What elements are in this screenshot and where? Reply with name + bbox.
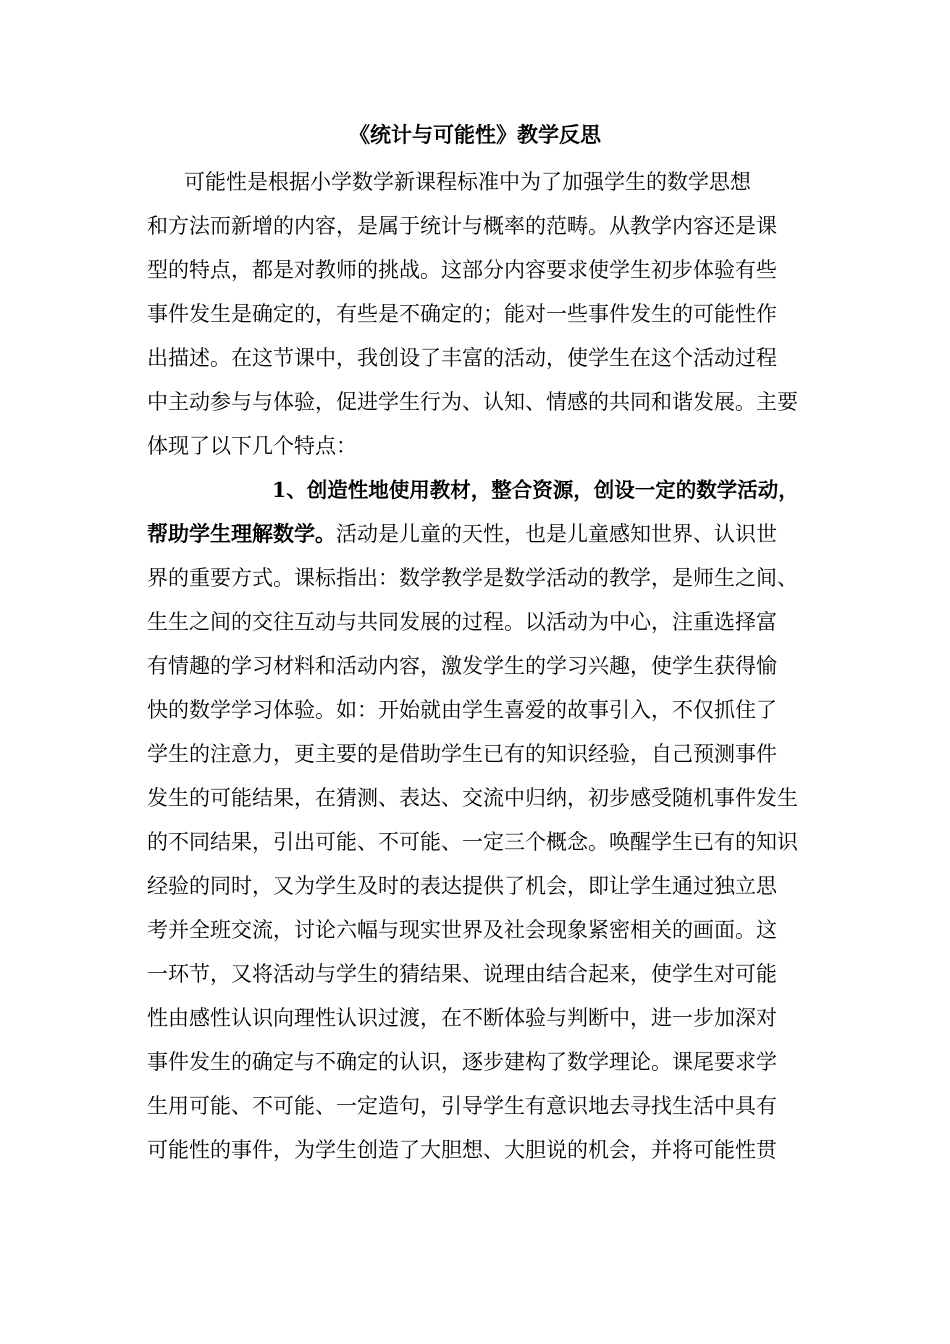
paragraph-line: 发生的可能结果，在猜测、表达、交流中归纳，初步感受随机事件发生 [147, 786, 798, 810]
paragraph-line: 界的重要方式。课标指出：数学教学是数学活动的教学，是师生之间、 [147, 566, 798, 590]
paragraph-line: 学生的注意力，更主要的是借助学生已有的知识经验，自己预测事件 [147, 742, 777, 766]
paragraph-line: 事件发生的确定与不确定的认识，逐步建构了数学理论。课尾要求学 [147, 1050, 777, 1074]
paragraph-line: 生生之间的交往互动与共同发展的过程。以活动为中心，注重选择富 [147, 610, 777, 634]
paragraph-line: 事件发生是确定的，有些是不确定的；能对一些事件发生的可能性作 [147, 302, 777, 326]
paragraph-line: 经验的同时，又为学生及时的表达提供了机会，即让学生通过独立思 [147, 874, 777, 898]
paragraph-line: 考并全班交流，讨论六幅与现实世界及社会现象紧密相关的画面。这 [147, 918, 777, 942]
paragraph-line: 的不同结果，引出可能、不可能、一定三个概念。唤醒学生已有的知识 [147, 830, 798, 854]
paragraph-line: 有情趣的学习材料和活动内容，激发学生的学习兴趣，使学生获得愉 [147, 654, 777, 678]
paragraph-text: 活动是儿童的天性，也是儿童感知世界、认识世 [336, 522, 777, 546]
paragraph-line: 生用可能、不可能、一定造句，引导学生有意识地去寻找生活中具有 [147, 1094, 777, 1118]
paragraph-line: 一环节，又将活动与学生的猜结果、说理由结合起来，使学生对可能 [147, 962, 777, 986]
paragraph-line: 可能性是根据小学数学新课程标准中为了加强学生的数学思想 [184, 170, 751, 194]
paragraph-line: 出描述。在这节课中，我创设了丰富的活动，使学生在这个活动过程 [147, 346, 777, 370]
paragraph-line: 和方法而新增的内容，是属于统计与概率的范畴。从教学内容还是课 [147, 214, 777, 238]
paragraph-line: 可能性的事件，为学生创造了大胆想、大胆说的机会，并将可能性贯 [147, 1138, 777, 1162]
paragraph-line [147, 519, 777, 549]
paragraph-line: 快的数学学习体验。如：开始就由学生喜爱的故事引入，不仅抓住了 [147, 698, 777, 722]
section-heading-continued: 帮助学生理解数学。 [147, 521, 336, 546]
paragraph-line: 中主动参与与体验，促进学生行为、认知、情感的共同和谐发展。主要 [147, 390, 798, 414]
paragraph-line: 体现了以下几个特点： [147, 434, 357, 458]
document-title: 《统计与可能性》教学反思 [349, 122, 601, 147]
paragraph-line: 性由感性认识向理性认识过渡，在不断体验与判断中，进一步加深对 [147, 1006, 777, 1030]
paragraph-line: 型的特点，都是对教师的挑战。这部分内容要求使学生初步体验有些 [147, 258, 777, 282]
section-heading: 1、创造性地使用教材，整合资源，创设一定的数学活动， [272, 478, 799, 502]
